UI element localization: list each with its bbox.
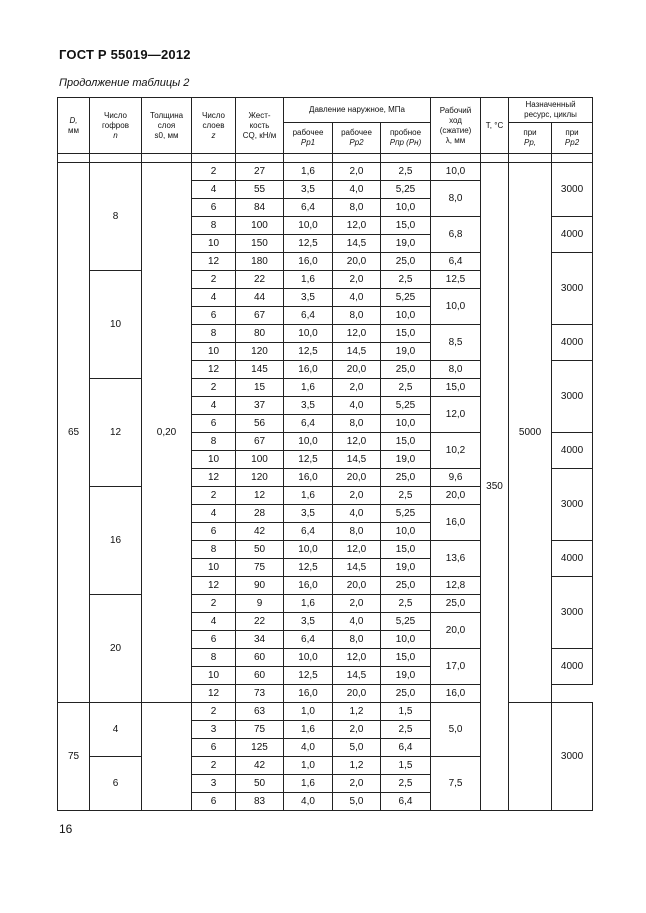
pressure-test-cell: 19,0 xyxy=(381,343,431,361)
stroke-cell: 6,4 xyxy=(431,253,481,271)
stroke-cell: 13,6 xyxy=(431,541,481,577)
stiffness-cell: 83 xyxy=(236,793,284,811)
pressure-test-cell: 10,0 xyxy=(381,307,431,325)
layers-cell: 2 xyxy=(192,703,236,721)
pressure-test-cell: 15,0 xyxy=(381,649,431,667)
pressure-work2-cell: 20,0 xyxy=(333,253,381,271)
stiffness-cell: 50 xyxy=(236,541,284,559)
pressure-test-cell: 5,25 xyxy=(381,505,431,523)
stroke-cell: 20,0 xyxy=(431,487,481,505)
pressure-test-cell: 19,0 xyxy=(381,235,431,253)
resource-p2-cell: 3000 xyxy=(552,469,593,541)
stiffness-cell: 44 xyxy=(236,289,284,307)
pressure-work1-cell: 6,4 xyxy=(284,307,333,325)
pressure-test-cell: 5,25 xyxy=(381,613,431,631)
pressure-work1-cell: 1,0 xyxy=(284,703,333,721)
header-temperature: T, °C xyxy=(481,98,509,154)
pressure-work1-cell: 12,5 xyxy=(284,667,333,685)
resource-p2-cell: 4000 xyxy=(552,217,593,253)
stiffness-cell: 42 xyxy=(236,523,284,541)
pressure-test-cell: 2,5 xyxy=(381,775,431,793)
stroke-cell: 10,0 xyxy=(431,163,481,181)
stroke-cell: 12,0 xyxy=(431,397,481,433)
document-standard-header: ГОСТ Р 55019—2012 xyxy=(59,47,191,62)
pressure-test-cell: 10,0 xyxy=(381,631,431,649)
gofr-cell: 12 xyxy=(90,379,142,487)
pressure-work2-cell: 12,0 xyxy=(333,541,381,559)
stiffness-cell: 145 xyxy=(236,361,284,379)
layers-cell: 2 xyxy=(192,379,236,397)
stiffness-cell: 84 xyxy=(236,199,284,217)
stiffness-cell: 67 xyxy=(236,307,284,325)
pressure-work2-cell: 20,0 xyxy=(333,469,381,487)
stroke-cell: 8,0 xyxy=(431,181,481,217)
pressure-test-cell: 6,4 xyxy=(381,793,431,811)
pressure-work1-cell: 1,6 xyxy=(284,487,333,505)
stiffness-cell: 22 xyxy=(236,613,284,631)
layers-cell: 2 xyxy=(192,757,236,775)
pressure-test-cell: 19,0 xyxy=(381,559,431,577)
layers-cell: 12 xyxy=(192,469,236,487)
layers-cell: 8 xyxy=(192,325,236,343)
layers-cell: 4 xyxy=(192,613,236,631)
pressure-work1-cell: 1,6 xyxy=(284,271,333,289)
stiffness-cell: 37 xyxy=(236,397,284,415)
layers-cell: 4 xyxy=(192,289,236,307)
pressure-work1-cell: 3,5 xyxy=(284,181,333,199)
layers-cell: 10 xyxy=(192,235,236,253)
layers-cell: 6 xyxy=(192,307,236,325)
stiffness-cell: 120 xyxy=(236,469,284,487)
layers-cell: 12 xyxy=(192,253,236,271)
stroke-cell: 9,6 xyxy=(431,469,481,487)
pressure-work2-cell: 4,0 xyxy=(333,289,381,307)
stiffness-cell: 100 xyxy=(236,217,284,235)
pressure-work2-cell: 2,0 xyxy=(333,595,381,613)
pressure-test-cell: 5,25 xyxy=(381,397,431,415)
gofr-cell: 20 xyxy=(90,595,142,703)
layers-cell: 3 xyxy=(192,775,236,793)
layers-cell: 2 xyxy=(192,595,236,613)
resource-p1-cell: 5000 xyxy=(509,163,552,703)
pressure-work1-cell: 16,0 xyxy=(284,361,333,379)
stiffness-cell: 75 xyxy=(236,721,284,739)
pressure-test-cell: 1,5 xyxy=(381,757,431,775)
header-resource-p2: при Pp2 xyxy=(552,123,593,154)
header-layers: Число слоев z xyxy=(192,98,236,154)
header-stiffness: Жест- кость CQ, кН/м xyxy=(236,98,284,154)
resource-p2-cell: 4000 xyxy=(552,325,593,361)
pressure-work1-cell: 6,4 xyxy=(284,631,333,649)
stiffness-cell: 125 xyxy=(236,739,284,757)
header-pressure-test: пробное Pпр (Pн) xyxy=(381,123,431,154)
pressure-work1-cell: 16,0 xyxy=(284,253,333,271)
pressure-test-cell: 2,5 xyxy=(381,721,431,739)
layers-cell: 2 xyxy=(192,487,236,505)
layers-cell: 10 xyxy=(192,451,236,469)
pressure-work1-cell: 6,4 xyxy=(284,523,333,541)
pressure-work1-cell: 1,6 xyxy=(284,721,333,739)
pressure-work2-cell: 2,0 xyxy=(333,379,381,397)
pressure-test-cell: 15,0 xyxy=(381,217,431,235)
table-caption: Продолжение таблицы 2 xyxy=(59,77,190,89)
pressure-work2-cell: 20,0 xyxy=(333,361,381,379)
resource-p2-cell: 4000 xyxy=(552,433,593,469)
header-thickness: Толщина слоя s0, мм xyxy=(142,98,192,154)
stiffness-cell: 80 xyxy=(236,325,284,343)
table-row xyxy=(58,163,593,181)
pressure-work1-cell: 1,6 xyxy=(284,163,333,181)
stroke-cell: 12,5 xyxy=(431,271,481,289)
layers-cell: 8 xyxy=(192,217,236,235)
pressure-test-cell: 15,0 xyxy=(381,433,431,451)
stroke-cell: 8,5 xyxy=(431,325,481,361)
d-cell: 75 xyxy=(58,703,90,811)
pressure-work1-cell: 10,0 xyxy=(284,649,333,667)
stiffness-cell: 67 xyxy=(236,433,284,451)
stiffness-cell: 90 xyxy=(236,577,284,595)
pressure-work2-cell: 8,0 xyxy=(333,523,381,541)
layers-cell: 10 xyxy=(192,559,236,577)
stiffness-cell: 180 xyxy=(236,253,284,271)
pressure-work1-cell: 10,0 xyxy=(284,433,333,451)
stiffness-cell: 9 xyxy=(236,595,284,613)
stroke-cell: 10,0 xyxy=(431,289,481,325)
stroke-cell: 12,8 xyxy=(431,577,481,595)
pressure-work1-cell: 1,6 xyxy=(284,595,333,613)
header-gofr: Число гофров n xyxy=(90,98,142,154)
stiffness-cell: 22 xyxy=(236,271,284,289)
pressure-test-cell: 25,0 xyxy=(381,253,431,271)
pressure-work2-cell: 8,0 xyxy=(333,631,381,649)
stroke-cell: 5,0 xyxy=(431,703,481,757)
pressure-work1-cell: 10,0 xyxy=(284,217,333,235)
pressure-work1-cell: 6,4 xyxy=(284,199,333,217)
header-pressure: Давление наружное, МПа xyxy=(284,98,431,123)
resource-p2-cell: 3000 xyxy=(552,361,593,433)
pressure-work2-cell: 1,2 xyxy=(333,703,381,721)
stroke-cell: 16,0 xyxy=(431,685,481,703)
stiffness-cell: 100 xyxy=(236,451,284,469)
resource-p2-cell: 3000 xyxy=(552,163,593,217)
layers-cell: 6 xyxy=(192,523,236,541)
pressure-test-cell: 2,5 xyxy=(381,379,431,397)
pressure-work2-cell: 5,0 xyxy=(333,739,381,757)
pressure-work2-cell: 14,5 xyxy=(333,559,381,577)
pressure-work1-cell: 3,5 xyxy=(284,613,333,631)
pressure-work1-cell: 1,6 xyxy=(284,379,333,397)
layers-cell: 2 xyxy=(192,271,236,289)
pressure-work2-cell: 4,0 xyxy=(333,613,381,631)
pressure-test-cell: 5,25 xyxy=(381,181,431,199)
pressure-work1-cell: 4,0 xyxy=(284,793,333,811)
pressure-work2-cell: 14,5 xyxy=(333,235,381,253)
temperature-cell: 350 xyxy=(481,163,509,811)
pressure-work2-cell: 8,0 xyxy=(333,199,381,217)
header-stroke: Рабочий ход (сжатие) λ, мм xyxy=(431,98,481,154)
pressure-test-cell: 6,4 xyxy=(381,739,431,757)
gofr-cell: 8 xyxy=(90,163,142,271)
resource-p2-cell: 3000 xyxy=(552,577,593,649)
pressure-work1-cell: 16,0 xyxy=(284,469,333,487)
pressure-test-cell: 25,0 xyxy=(381,577,431,595)
stroke-cell: 10,2 xyxy=(431,433,481,469)
stroke-cell: 16,0 xyxy=(431,505,481,541)
pressure-test-cell: 25,0 xyxy=(381,469,431,487)
pressure-work1-cell: 4,0 xyxy=(284,739,333,757)
gofr-cell: 16 xyxy=(90,487,142,595)
pressure-test-cell: 19,0 xyxy=(381,667,431,685)
pressure-test-cell: 2,5 xyxy=(381,271,431,289)
pressure-work1-cell: 10,0 xyxy=(284,325,333,343)
header-resource-p1: при Pp, xyxy=(509,123,552,154)
stiffness-cell: 27 xyxy=(236,163,284,181)
stiffness-cell: 55 xyxy=(236,181,284,199)
stiffness-cell: 75 xyxy=(236,559,284,577)
layers-cell: 12 xyxy=(192,685,236,703)
header-d: D, мм xyxy=(58,98,90,154)
table-row xyxy=(58,703,593,721)
header-resource: Назначенный ресурс, циклы xyxy=(509,98,593,123)
pressure-test-cell: 19,0 xyxy=(381,451,431,469)
pressure-test-cell: 25,0 xyxy=(381,361,431,379)
pressure-test-cell: 25,0 xyxy=(381,685,431,703)
layers-cell: 8 xyxy=(192,433,236,451)
pressure-test-cell: 2,5 xyxy=(381,163,431,181)
pressure-test-cell: 2,5 xyxy=(381,595,431,613)
header-pressure-work1: рабочее Pp1 xyxy=(284,123,333,154)
pressure-test-cell: 10,0 xyxy=(381,415,431,433)
spec-table xyxy=(57,97,593,811)
stiffness-cell: 15 xyxy=(236,379,284,397)
layers-cell: 2 xyxy=(192,163,236,181)
stroke-cell: 17,0 xyxy=(431,649,481,685)
pressure-work2-cell: 12,0 xyxy=(333,433,381,451)
pressure-work1-cell: 3,5 xyxy=(284,505,333,523)
layers-cell: 8 xyxy=(192,649,236,667)
pressure-work2-cell: 4,0 xyxy=(333,181,381,199)
thickness-cell: 0,20 xyxy=(142,163,192,703)
resource-p2-cell: 4000 xyxy=(552,649,593,685)
pressure-work2-cell: 4,0 xyxy=(333,505,381,523)
header-pressure-work2: рабочее Pp2 xyxy=(333,123,381,154)
stroke-cell: 6,8 xyxy=(431,217,481,253)
pressure-test-cell: 10,0 xyxy=(381,523,431,541)
pressure-work2-cell: 4,0 xyxy=(333,397,381,415)
stiffness-cell: 150 xyxy=(236,235,284,253)
layers-cell: 6 xyxy=(192,631,236,649)
layers-cell: 6 xyxy=(192,415,236,433)
layers-cell: 10 xyxy=(192,667,236,685)
resource-p2-cell: 3000 xyxy=(552,253,593,325)
gofr-cell: 10 xyxy=(90,271,142,379)
pressure-work2-cell: 12,0 xyxy=(333,649,381,667)
d-cell: 65 xyxy=(58,163,90,703)
pressure-test-cell: 2,5 xyxy=(381,487,431,505)
pressure-work2-cell: 2,0 xyxy=(333,163,381,181)
gofr-cell: 4 xyxy=(90,703,142,757)
pressure-work2-cell: 5,0 xyxy=(333,793,381,811)
stroke-cell: 7,5 xyxy=(431,757,481,811)
pressure-work1-cell: 10,0 xyxy=(284,541,333,559)
layers-cell: 4 xyxy=(192,397,236,415)
pressure-test-cell: 15,0 xyxy=(381,541,431,559)
pressure-work2-cell: 14,5 xyxy=(333,451,381,469)
pressure-work1-cell: 6,4 xyxy=(284,415,333,433)
pressure-test-cell: 1,5 xyxy=(381,703,431,721)
stiffness-cell: 28 xyxy=(236,505,284,523)
pressure-work2-cell: 2,0 xyxy=(333,721,381,739)
gofr-cell: 6 xyxy=(90,757,142,811)
layers-cell: 6 xyxy=(192,739,236,757)
pressure-test-cell: 5,25 xyxy=(381,289,431,307)
thickness-cell-empty xyxy=(142,703,192,811)
layers-cell: 12 xyxy=(192,577,236,595)
stiffness-cell: 12 xyxy=(236,487,284,505)
stiffness-cell: 60 xyxy=(236,667,284,685)
pressure-work2-cell: 2,0 xyxy=(333,775,381,793)
layers-cell: 10 xyxy=(192,343,236,361)
stiffness-cell: 56 xyxy=(236,415,284,433)
pressure-test-cell: 10,0 xyxy=(381,199,431,217)
layers-cell: 4 xyxy=(192,181,236,199)
pressure-work1-cell: 12,5 xyxy=(284,235,333,253)
pressure-work2-cell: 8,0 xyxy=(333,415,381,433)
pressure-work1-cell: 3,5 xyxy=(284,397,333,415)
stiffness-cell: 63 xyxy=(236,703,284,721)
layers-cell: 12 xyxy=(192,361,236,379)
pressure-work1-cell: 3,5 xyxy=(284,289,333,307)
pressure-work2-cell: 14,5 xyxy=(333,343,381,361)
pressure-work2-cell: 20,0 xyxy=(333,577,381,595)
pressure-work2-cell: 8,0 xyxy=(333,307,381,325)
layers-cell: 4 xyxy=(192,505,236,523)
page-number: 16 xyxy=(59,822,73,836)
pressure-test-cell: 15,0 xyxy=(381,325,431,343)
pressure-work2-cell: 20,0 xyxy=(333,685,381,703)
stroke-cell: 8,0 xyxy=(431,361,481,379)
pressure-work1-cell: 12,5 xyxy=(284,451,333,469)
stiffness-cell: 73 xyxy=(236,685,284,703)
pressure-work2-cell: 14,5 xyxy=(333,667,381,685)
layers-cell: 3 xyxy=(192,721,236,739)
pressure-work1-cell: 16,0 xyxy=(284,577,333,595)
layers-cell: 8 xyxy=(192,541,236,559)
resource-p2-cell: 4000 xyxy=(552,541,593,577)
stiffness-cell: 120 xyxy=(236,343,284,361)
pressure-work1-cell: 1,0 xyxy=(284,757,333,775)
pressure-work1-cell: 1,6 xyxy=(284,775,333,793)
pressure-work2-cell: 2,0 xyxy=(333,271,381,289)
resource-p1-cell-empty xyxy=(509,703,552,811)
pressure-work2-cell: 1,2 xyxy=(333,757,381,775)
pressure-work2-cell: 12,0 xyxy=(333,325,381,343)
stiffness-cell: 50 xyxy=(236,775,284,793)
pressure-work2-cell: 2,0 xyxy=(333,487,381,505)
stiffness-cell: 42 xyxy=(236,757,284,775)
pressure-work1-cell: 12,5 xyxy=(284,559,333,577)
layers-cell: 6 xyxy=(192,199,236,217)
pressure-work1-cell: 12,5 xyxy=(284,343,333,361)
pressure-work2-cell: 12,0 xyxy=(333,217,381,235)
layers-cell: 6 xyxy=(192,793,236,811)
stiffness-cell: 60 xyxy=(236,649,284,667)
table-gap-row xyxy=(58,154,593,163)
stroke-cell: 20,0 xyxy=(431,613,481,649)
stroke-cell: 15,0 xyxy=(431,379,481,397)
pressure-work1-cell: 16,0 xyxy=(284,685,333,703)
stroke-cell: 25,0 xyxy=(431,595,481,613)
resource-p2-cell: 3000 xyxy=(552,703,593,811)
stiffness-cell: 34 xyxy=(236,631,284,649)
